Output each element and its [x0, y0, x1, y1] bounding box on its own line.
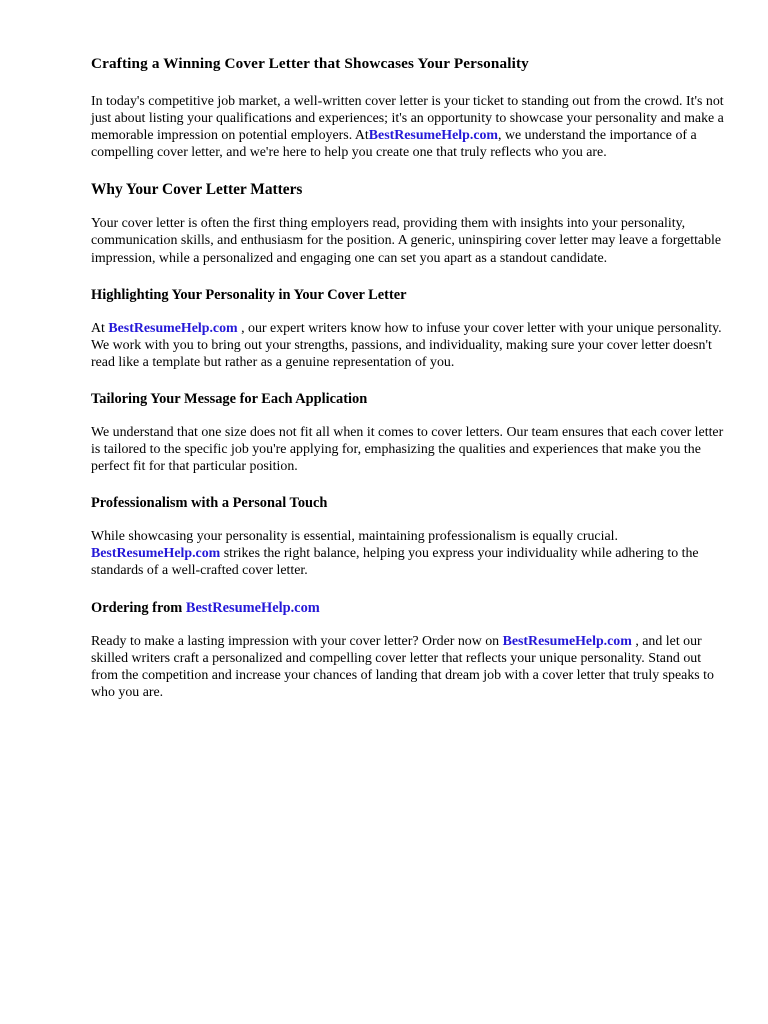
intro-text-part2: , we understand the importance of a compelling cover letter, and we're here to help you create one that truly reflects who you are.: [91, 128, 697, 161]
intro-paragraph: [91, 93, 725, 161]
section-paragraph-tailoring: [91, 424, 725, 475]
section-heading-ordering: [91, 599, 725, 617]
ordering-text-part1: Ready to make a lasting impression with your cover letter? Order now on: [91, 633, 503, 649]
section-text-part2: strikes the right balance, helping you express your individuality while adhering to the standards of a well-crafted cover letter.: [91, 546, 699, 579]
section-heading-why-matters: Why Your Cover Letter Matters: [91, 181, 303, 199]
brand-link[interactable]: BestResumeHelp.com: [108, 320, 238, 336]
section-text-part1: Your cover letter is often the first thing employers read, providing them with insights into your personality, communication skills, and enthusiasm for the position. A generic, uninspiring cover letter may leave a forgettable impression, while a personalized and engaging one can set you apart as a standout candidate.: [91, 216, 722, 266]
section-text-part1: We understand that one size does not fit all when it comes to cover letters. Our team ensures that each cover letter is tailored to the specific job you're applying for, emphasizing the qualities and experiences that make you the perfect fit for that particular position.: [91, 424, 724, 475]
section-paragraph-highlighting: [91, 320, 725, 371]
document-content: [91, 55, 725, 701]
page-title: Crafting a Winning Cover Letter that Showcases Your Personality: [91, 55, 529, 72]
section-paragraph-professionalism: [91, 528, 725, 579]
section-heading-highlighting: Highlighting Your Personality in Your Cover Letter: [91, 286, 407, 303]
brand-link[interactable]: BestResumeHelp.com: [368, 128, 499, 144]
ordering-text-part2: , and let our skilled writers craft a personalized and compelling cover letter that reflects your unique personality. Stand out from the competition and increase your chances of landing that dream job with a cover letter that truly speaks to who you are.: [91, 633, 714, 700]
section-text-part2: , our expert writers know how to infuse your cover letter with your unique personality. We work with you to bring out your strengths, passions, and individuality, making sure your cover letter doesn't read like a template but rather as a genuine representation of you.: [91, 320, 722, 370]
section-text-part1: At: [91, 320, 109, 336]
section-heading-professionalism: Professionalism with a Personal Touch: [91, 495, 328, 512]
brand-link[interactable]: BestResumeHelp.com: [502, 633, 632, 649]
section-paragraph-why-matters: [91, 215, 725, 266]
brand-link[interactable]: BestResumeHelp.com: [91, 546, 221, 562]
intro-text-part1: In today's competitive job market, a well-written cover letter is your ticket to standing out from the crowd. It's not just about listing your qualifications and experiences; it's an opportunity to showcase your personality and make a memorable impression on potential employers. At: [91, 94, 724, 144]
section-paragraph-ordering: [91, 633, 725, 701]
brand-link[interactable]: BestResumeHelp.com: [185, 599, 320, 616]
section-heading-tailoring: Tailoring Your Message for Each Application: [91, 390, 368, 407]
ordering-heading-prefix: Ordering from: [91, 599, 186, 616]
section-text-part1: While showcasing your personality is essential, maintaining professionalism is equally crucial.: [91, 529, 618, 545]
